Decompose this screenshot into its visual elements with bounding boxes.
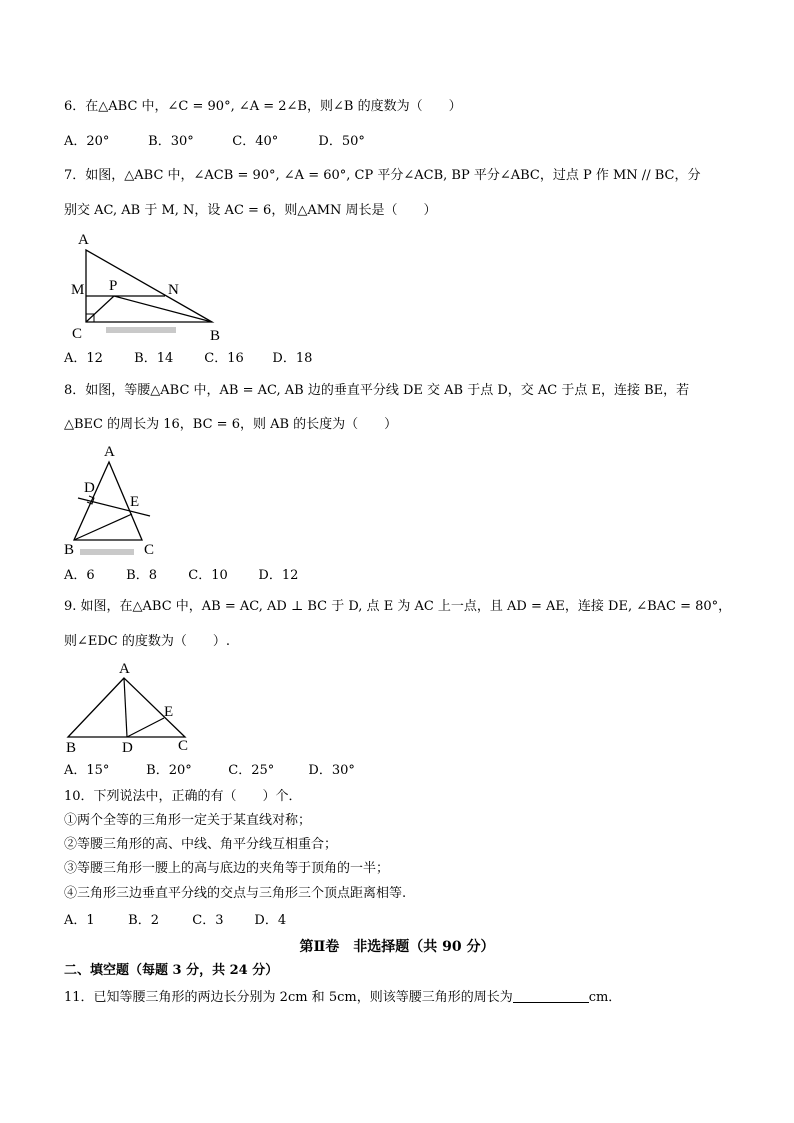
q8-watermark-blur (80, 549, 134, 555)
q9-option-d: D．30° (308, 763, 355, 778)
q11-stem: 11．已知等腰三角形的两边长分别为 2cm 和 5cm，则该等腰三角形的周长为 (64, 990, 513, 1005)
q7-option-d: D．18 (272, 351, 313, 366)
q6-stem: 6．在△ABC 中，∠C = 90°, ∠A = 2∠B，则∠B 的度数为（ ） (64, 99, 462, 114)
q9-option-c: C．25° (228, 763, 275, 778)
q8-label-a: A (104, 444, 115, 460)
q8-option-a: A．6 (64, 568, 95, 583)
q7-watermark-blur (106, 327, 176, 333)
q8-label-b: B (64, 542, 75, 558)
q10-item-2: ②等腰三角形的高、中线、角平分线互相重合； (64, 837, 338, 852)
q6-options (64, 133, 365, 151)
q8-option-d: D．12 (258, 568, 299, 583)
q7-label-a: A (78, 232, 89, 248)
section2-heading: 二、填空题（每题 3 分，共 24 分） (64, 963, 279, 978)
q6-option-a: A．20° (64, 134, 110, 149)
q7-label-n: N (168, 282, 179, 298)
q8-label-d: D (84, 480, 95, 496)
q8-segment-be (74, 514, 132, 540)
q11-line (64, 988, 621, 1007)
q7-label-c: C (72, 326, 83, 342)
q9-segment-ad (124, 678, 127, 737)
q7-segment-cp (86, 296, 114, 322)
q7-option-c: C．16 (204, 351, 244, 366)
q8-stem-line1: 8．如图，等腰△ABC 中，AB = AC, AB 边的垂直平分线 DE 交 AB 于点 D，交 AC 于点 E，连接 BE，若 (64, 383, 690, 398)
q9-label-e: E (164, 704, 174, 720)
q8-label-c: C (144, 542, 155, 558)
q7-stem-line1: 7．如图，△ABC 中，∠ACB = 90°, ∠A = 60°, CP 平分∠ACB, BP 平分∠ABC，过点 P 作 MN // BC，分 (64, 168, 701, 183)
q10-item-3: ③等腰三角形一腰上的高与底边的夹角等于顶角的一半； (64, 861, 390, 876)
q6-option-c: C．40° (232, 134, 279, 149)
q10-item-1: ①两个全等的三角形一定关于某直线对称； (64, 813, 312, 828)
q7-label-p: P (109, 278, 118, 294)
q9-figure (62, 656, 197, 756)
section2-title: 第Ⅱ卷 非选择题（共 90 分） (299, 939, 495, 955)
q7-option-b: B．14 (134, 351, 174, 366)
q9-stem-line1: 9. 如图，在△ABC 中，AB = AC, AD ⊥ BC 于 D, 点 E 为 AC 上一点，且 AD = AE，连接 DE, ∠BAC = 80°， (64, 599, 732, 614)
q7-options (64, 350, 312, 368)
q10-stem: 10．下列说法中，正确的有（ ）个． (64, 789, 302, 804)
q8-figure (62, 440, 172, 562)
q7-triangle-abc (86, 250, 212, 322)
q8-options (64, 567, 298, 585)
q9-stem-line2: 则∠EDC 的度数为（ ）. (64, 634, 231, 649)
q6-option-d: D．50° (318, 134, 365, 149)
q9-option-a: A．15° (64, 763, 110, 778)
q7-segment-bp (114, 296, 212, 322)
q10-option-b: B．2 (128, 913, 159, 928)
q7-label-m: M (71, 282, 85, 298)
q9-label-b: B (66, 740, 77, 756)
q7-stem-line2: 别交 AC, AB 于 M, N，设 AC = 6，则△AMN 周长是（ ） (64, 203, 437, 218)
q10-item-4: ④三角形三边垂直平分线的交点与三角形三个顶点距离相等. (64, 886, 407, 901)
q10-option-c: C．3 (192, 913, 224, 928)
q8-option-c: C．10 (188, 568, 228, 583)
q7-option-a: A．12 (64, 351, 103, 366)
q8-option-b: B．8 (126, 568, 157, 583)
q7-figure (64, 226, 234, 346)
q9-options (64, 762, 355, 780)
q11-answer-blank (513, 988, 589, 1003)
q8-label-e: E (130, 494, 140, 510)
q11-unit: cm． (588, 990, 622, 1005)
q7-label-b: B (210, 328, 221, 344)
q9-option-b: B．20° (146, 763, 192, 778)
q10-option-a: A．1 (64, 913, 95, 928)
q8-stem-line2: △BEC 的周长为 16，BC = 6，则 AB 的长度为（ ） (64, 417, 398, 432)
q9-segment-de (127, 718, 164, 737)
q9-label-c: C (178, 738, 189, 754)
q10-option-d: D．4 (254, 913, 287, 928)
q9-label-d: D (122, 740, 133, 756)
q9-label-a: A (119, 661, 130, 677)
q10-options (64, 912, 286, 930)
q6-option-b: B．30° (148, 134, 194, 149)
